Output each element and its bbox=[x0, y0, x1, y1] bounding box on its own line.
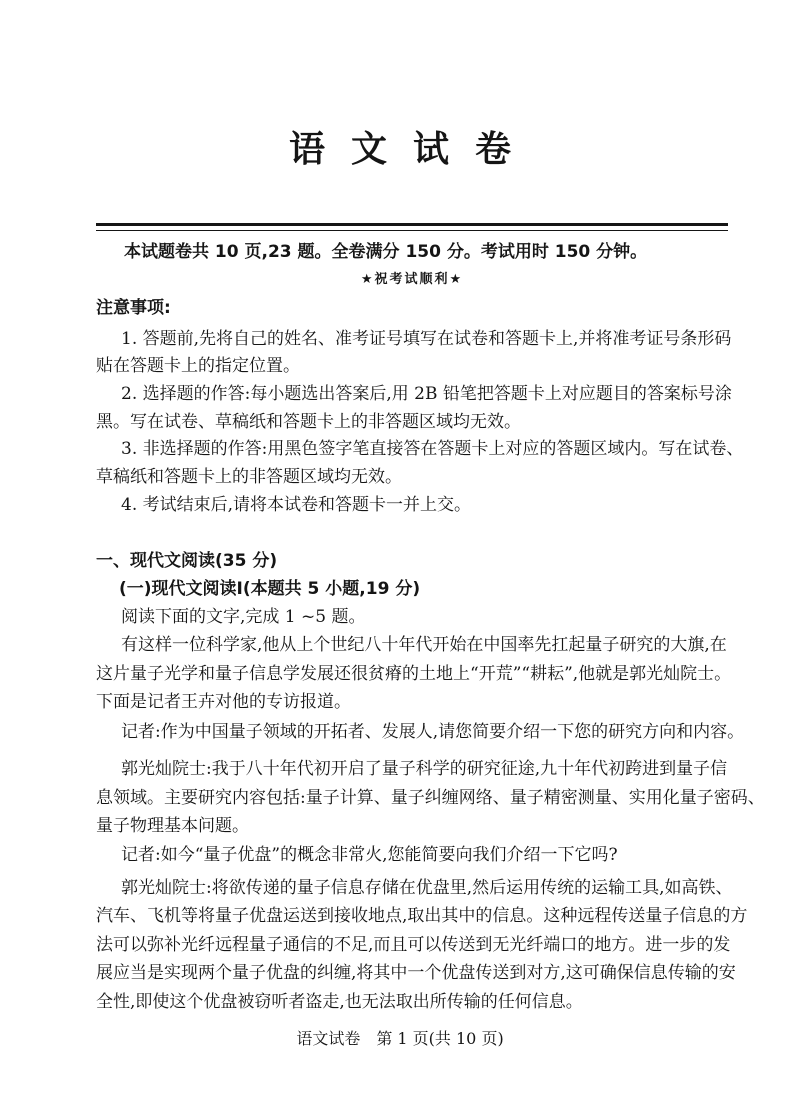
passage-line: 汽车、飞机等将量子优盘运送到接收地点,取出其中的信息。这种远程传送量子信息的方 bbox=[96, 906, 748, 926]
notice-line: 2. 选择题的作答:每小题选出答案后,用 2B 铅笔把答题卡上对应题目的答案标号涂 bbox=[121, 384, 732, 404]
passage-line: 息领域。主要研究内容包括:量子计算、量子纠缠网络、量子精密测量、实用化量子密码、 bbox=[96, 788, 765, 808]
section-subheading: (一)现代文阅读Ⅰ(本题共 5 小题,19 分) bbox=[119, 579, 421, 599]
notice-line: 1. 答题前,先将自己的姓名、准考证号填写在试卷和答题卡上,并将准考证号条形码 bbox=[121, 329, 732, 349]
header-rule-thin bbox=[96, 230, 728, 231]
exam-info: 本试题卷共 10 页,23 题。全卷满分 150 分。考试用时 150 分钟。 bbox=[124, 242, 648, 262]
reading-instruction: 阅读下面的文字,完成 1 ~5 题。 bbox=[121, 607, 366, 627]
passage-line: 下面是记者王卉对他的专访报道。 bbox=[96, 692, 351, 712]
notice-line: 3. 非选择题的作答:用黑色签字笔直接答在答题卡上对应的答题区域内。写在试卷、 bbox=[121, 439, 744, 459]
passage-line: 法可以弥补光纤远程量子通信的不足,而且可以传送到无光纤端口的地方。进一步的发 bbox=[96, 935, 731, 955]
passage-line: 量子物理基本问题。 bbox=[96, 816, 249, 836]
good-luck-banner: ★祝考试顺利★ bbox=[360, 272, 464, 287]
section-heading: 一、现代文阅读(35 分) bbox=[96, 551, 278, 571]
page-title: 语文试卷 bbox=[288, 129, 537, 170]
passage-line: 有这样一位科学家,他从上个世纪八十年代开始在中国率先扛起量子研究的大旗,在 bbox=[121, 635, 727, 655]
passage-line: 记者:如今“量子优盘”的概念非常火,您能简要向我们介绍一下它吗? bbox=[121, 845, 618, 865]
passage-line: 展应当是实现两个量子优盘的纠缠,将其中一个优盘传送到对方,这可确保信息传输的安 bbox=[96, 963, 736, 983]
header-rule-thick bbox=[96, 223, 728, 226]
notice-line: 贴在答题卡上的指定位置。 bbox=[96, 356, 300, 376]
notice-line: 草稿纸和答题卡上的非答题区域均无效。 bbox=[96, 467, 402, 487]
notice-heading: 注意事项: bbox=[96, 298, 171, 318]
notice-line: 黑。写在试卷、草稿纸和答题卡上的非答题区域均无效。 bbox=[96, 412, 521, 432]
passage-line: 这片量子光学和量子信息学发展还很贫瘠的土地上“开荒”“耕耘”,他就是郭光灿院士。 bbox=[96, 664, 732, 684]
notice-line: 4. 考试结束后,请将本试卷和答题卡一并上交。 bbox=[121, 495, 472, 515]
passage-line: 郭光灿院士:我于八十年代初开启了量子科学的研究征途,九十年代初跨进到量子信 bbox=[121, 759, 728, 779]
passage-line: 郭光灿院士:将欲传递的量子信息存储在优盘里,然后运用传统的运输工具,如高铁、 bbox=[121, 878, 733, 898]
passage-line: 全性,即使这个优盘被窃听者盗走,也无法取出所传输的任何信息。 bbox=[96, 992, 583, 1012]
page-footer: 语文试卷 第 1 页(共 10 页) bbox=[296, 1029, 504, 1048]
passage-line: 记者:作为中国量子领域的开拓者、发展人,请您简要介绍一下您的研究方向和内容。 bbox=[121, 722, 745, 742]
